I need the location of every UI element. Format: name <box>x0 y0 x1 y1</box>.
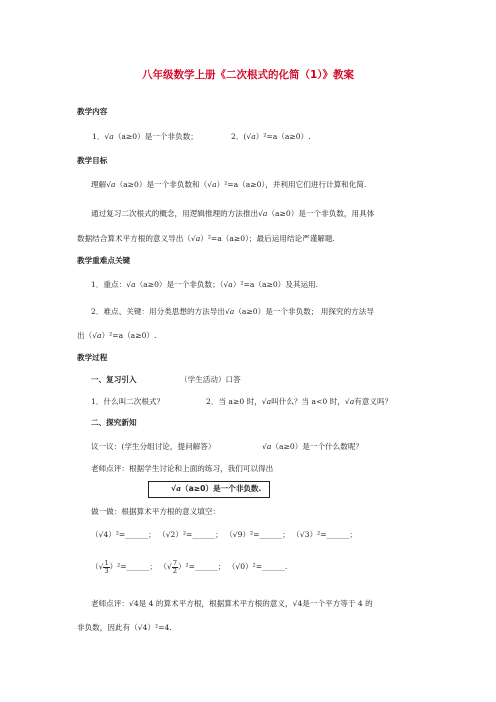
goals-paragraph-2-cont: 数据结合算术平方根的意义导出（√a）²=a（a≥0）；最后运用结论严谨解题. <box>77 234 335 243</box>
teacher-comment: 老师点评：根据学生讨论和上面的练习，我们可以得出 <box>91 464 274 473</box>
final-comment: 老师点评：√4是 4 的算术平方根，根据算术平方根的意义，√4是一个平方等于 4 的 <box>91 599 373 608</box>
final-comment-cont: 非负数，因此有（√4）²=4. <box>77 623 172 632</box>
heading-process: 教学过程 <box>77 353 108 362</box>
practice-row-1: （√4）²=______； （√2）²=______； （√9）²=______； （√3）²=______； <box>91 530 357 539</box>
discussion-question: √a（a≥0）是一个什么数呢？ <box>262 442 364 451</box>
section-2-heading: 二、探究新知 <box>91 418 137 427</box>
page-title: 八年级数学上册《二次根式的化简（1）》教案 <box>141 69 355 81</box>
practice-intro: 做一做：根据算术平方根的意义填空： <box>91 507 221 516</box>
section-1-heading: 一、复习引入 <box>91 375 137 384</box>
discussion-line: 议一议：(学生分组讨论，提问解答） <box>91 442 216 451</box>
heading-goals: 教学目标 <box>77 156 108 165</box>
section-1-note: （学生活动）口答 <box>180 375 241 384</box>
fraction-7-2: $\frac{7}{2}$ <box>172 558 177 575</box>
practice-row-2: （√ $\frac{1}{3}$ ）²=______； （√ $\frac{7}{2}$ ）²=______； （√0）²=______. <box>91 558 288 575</box>
keypoint-1: 1．重点：√a（a≥0）是一个非负数；（√a）²=a（a≥0）及其运用. <box>91 280 319 289</box>
keypoint-2: 2．难点、关键：用分类思想的方法导出√a（a≥0）是一个非负数； 用探究的方法导 <box>91 307 374 316</box>
heading-content: 教学内容 <box>77 107 108 116</box>
review-question-1: 1．什么叫二次根式？ <box>91 397 165 406</box>
conclusion-text: √a（a≥0）是一个非负数. <box>171 484 262 493</box>
goals-paragraph-1: 理解√a（a≥0）是一个非负数和（√a）²=a（a≥0），并利用它们进行计算和化简. <box>91 180 367 189</box>
content-item-1: 1．√a（a≥0）是一个非负数； <box>92 132 198 141</box>
heading-keypoints: 教学重难点关键 <box>77 256 131 265</box>
content-item-2: 2．(√a）²=a（a≥0）. <box>231 132 311 141</box>
keypoint-2-cont: 出（√a）²=a（a≥0）. <box>77 331 157 340</box>
goals-paragraph-2: 通过复习二次根式的概念，用逻辑推理的方法推出√a（a≥0）是一个非负数，用具体 <box>91 209 375 218</box>
fraction-1-3: $\frac{1}{3}$ <box>104 558 109 575</box>
conclusion-box <box>148 481 270 498</box>
review-question-2: 2．当 a≥0 时，√a叫什么？当 a<0 时，√a有意义吗？ <box>206 397 393 406</box>
